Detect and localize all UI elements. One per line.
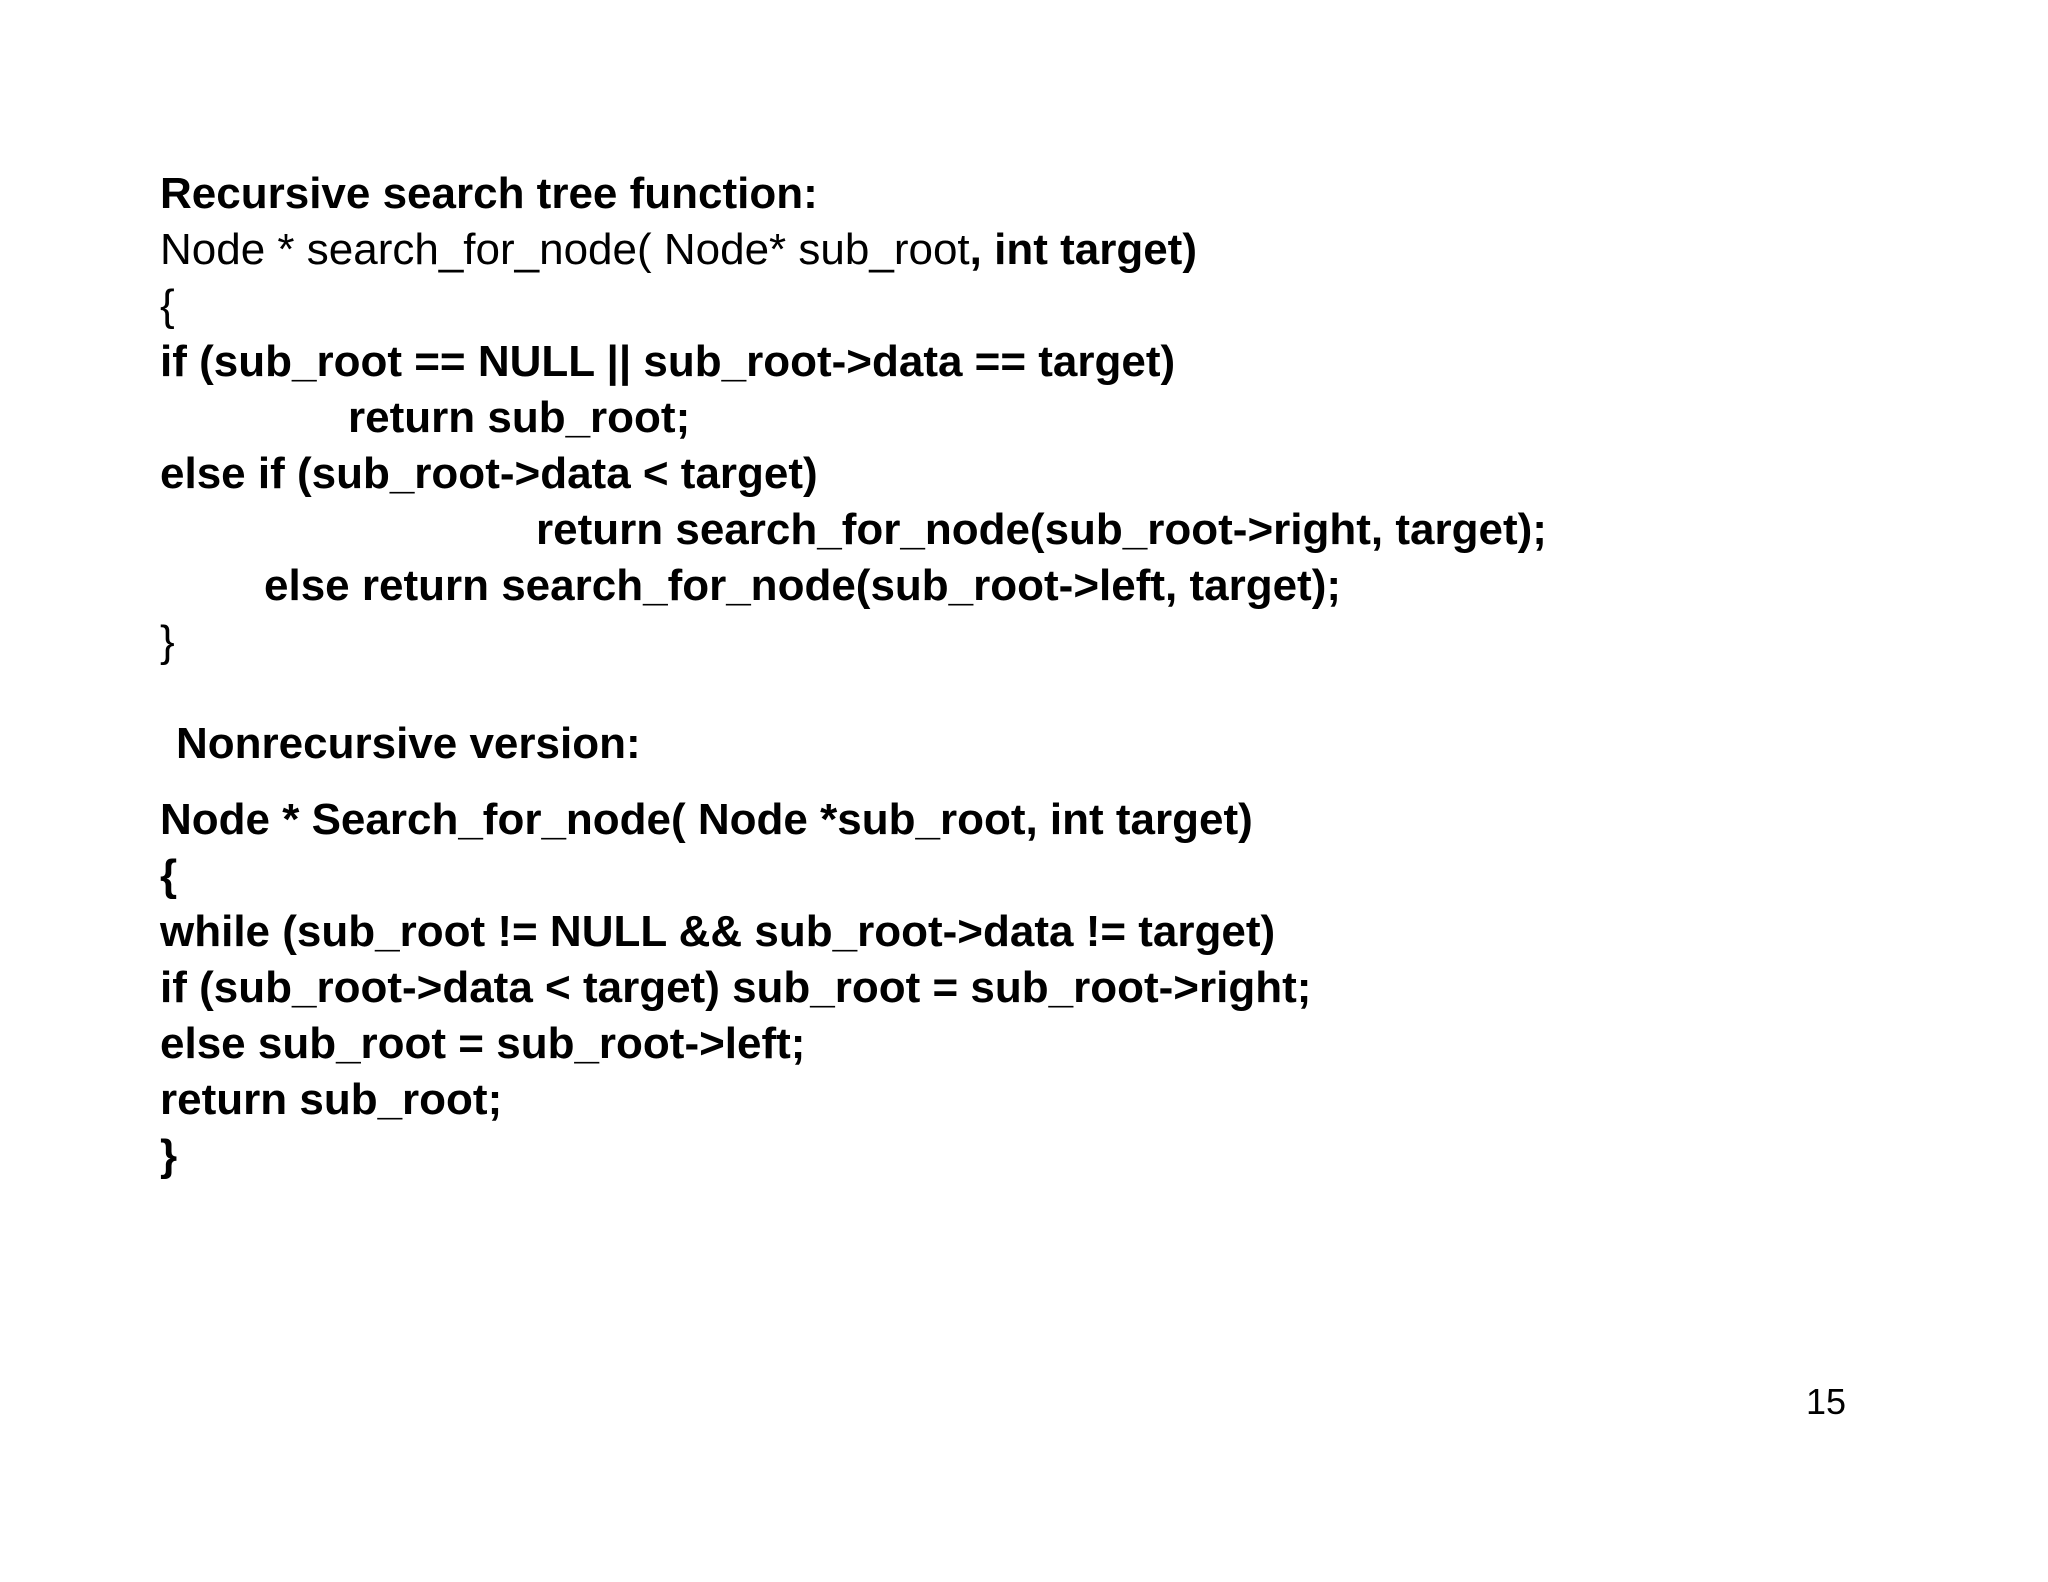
- nonrecursive-open-brace: {: [160, 851, 178, 900]
- nonrecursive-signature: Node * Search_for_node( Node *sub_root, int target): [160, 795, 1253, 844]
- nonrecursive-code-line-2: if (sub_root->data < target) sub_root = sub_root->right;: [160, 963, 1312, 1012]
- recursive-code-line-3: else if (sub_root->data < target): [160, 449, 818, 498]
- page-number: 15: [1806, 1381, 1847, 1422]
- recursive-close-brace: }: [160, 617, 175, 666]
- nonrecursive-code-line-4: return sub_root;: [160, 1075, 503, 1124]
- nonrecursive-code-line-1: while (sub_root != NULL && sub_root->data != target): [160, 907, 1276, 956]
- recursive-code-line-2: return sub_root;: [348, 393, 691, 442]
- recursive-code-line-4: return search_for_node(sub_root->right, target);: [536, 505, 1547, 554]
- recursive-signature-normal: Node * search_for_node( Node* sub_root: [160, 225, 970, 274]
- recursive-open-brace: {: [160, 281, 175, 330]
- nonrecursive-close-brace: }: [160, 1131, 178, 1180]
- nonrecursive-code-line-3: else sub_root = sub_root->left;: [160, 1019, 806, 1068]
- nonrecursive-heading: Nonrecursive version:: [176, 719, 641, 768]
- recursive-signature-bold: , int target): [969, 225, 1197, 274]
- recursive-code-line-5: else return search_for_node(sub_root->left, target);: [264, 561, 1342, 610]
- recursive-code-line-1: if (sub_root == NULL || sub_root->data == target): [160, 337, 1176, 386]
- recursive-heading: Recursive search tree function:: [160, 169, 818, 218]
- recursive-signature: [160, 222, 1197, 278]
